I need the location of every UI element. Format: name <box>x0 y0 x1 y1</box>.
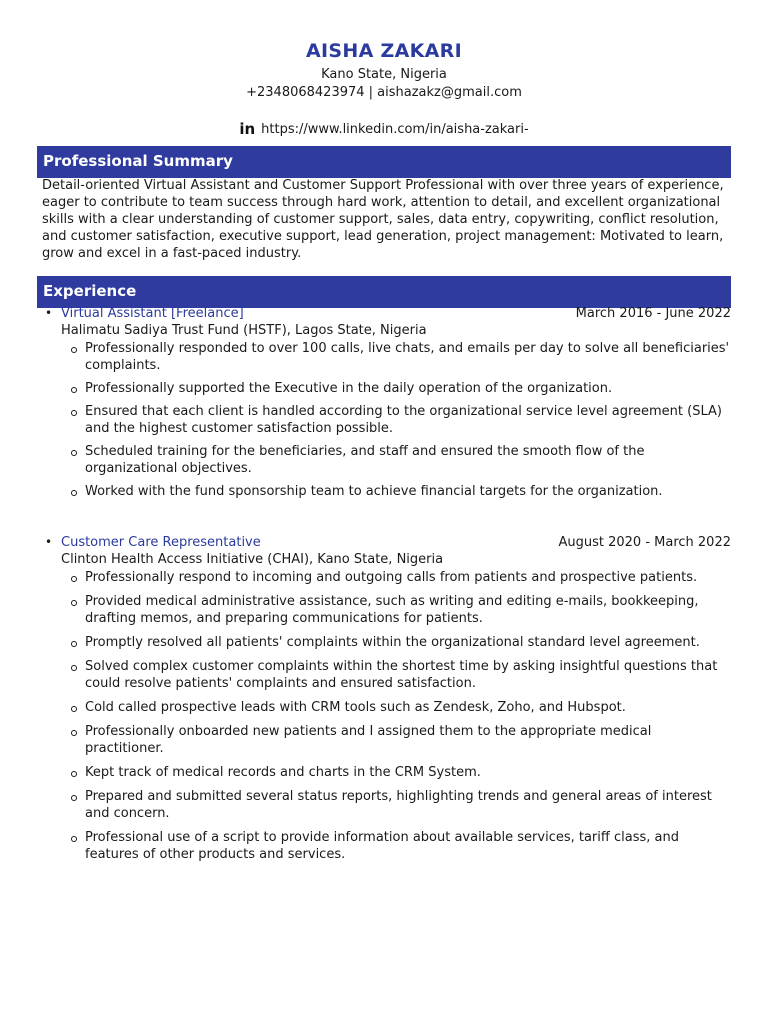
task-text: Prepared and submitted several status reports, highlighting trends and general areas of interest and concern. <box>85 789 712 821</box>
task-list <box>37 569 731 863</box>
job-title: Customer Care Representative <box>61 535 261 550</box>
task-text: Scheduled training for the beneficiaries, and staff and ensured the smooth flow of the organizational objectives. <box>85 444 645 476</box>
task-text: Ensured that each client is handled according to the organizational service level agreement (SLA) and the highest customer satisfaction possible. <box>85 404 722 436</box>
job-organization: Halimatu Sadiya Trust Fund (HSTF), Lagos State, Nigeria <box>61 323 427 338</box>
task-item <box>37 443 731 477</box>
candidate-name: AISHA ZAKARI <box>306 40 462 62</box>
task-item <box>37 658 731 692</box>
hollow-bullet-icon <box>71 490 77 496</box>
task-list <box>37 340 731 500</box>
task-item <box>37 569 731 586</box>
task-text: Professional use of a script to provide information about available services, tariff class, and features of other products and services. <box>85 830 679 862</box>
job-header <box>37 305 731 322</box>
task-text: Kept track of medical records and charts in the CRM System. <box>85 765 481 780</box>
hollow-bullet-icon <box>71 706 77 712</box>
task-item <box>37 723 731 757</box>
task-item <box>37 699 731 716</box>
task-item <box>37 483 731 500</box>
hollow-bullet-icon <box>71 450 77 456</box>
hollow-bullet-icon <box>71 836 77 842</box>
job-organization: Clinton Health Access Initiative (CHAI), Kano State, Nigeria <box>61 552 444 567</box>
bullet-icon: • <box>45 306 53 320</box>
summary-text: Detail-oriented Virtual Assistant and Customer Support Professional with over three years of experience, eager to contribute to team success through hard work, attention to detail, and excellent organizational skills with a clear understanding of customer support, sales, data entry, copywriting, conflict resolution, and customer satisfaction, executive support, lead generation, project management: Motivated to learn, grow and excel in a fast-paced industry. <box>42 178 724 261</box>
task-item <box>37 788 731 822</box>
task-item <box>37 340 731 374</box>
task-item <box>37 593 731 627</box>
task-text: Provided medical administrative assistance, such as writing and editing e-mails, bookkeeping, drafting memos, and preparing communications for patients. <box>85 594 699 626</box>
task-item <box>37 380 731 397</box>
linkedin-row <box>0 120 768 138</box>
hollow-bullet-icon <box>71 641 77 647</box>
task-text: Professionally onboarded new patients and I assigned them to the appropriate medical practitioner. <box>85 724 652 756</box>
task-text: Professionally responded to over 100 calls, live chats, and emails per day to solve all beneficiaries' complaints. <box>85 341 730 373</box>
task-text: Professionally supported the Executive in the daily operation of the organization. <box>85 381 613 396</box>
hollow-bullet-icon <box>71 795 77 801</box>
hollow-bullet-icon <box>71 410 77 416</box>
task-item <box>37 403 731 437</box>
task-text: Promptly resolved all patients' complaints within the organizational standard level agreement. <box>85 635 700 650</box>
section-heading-summary: Professional Summary <box>37 146 731 178</box>
task-item <box>37 829 731 863</box>
hollow-bullet-icon <box>71 730 77 736</box>
hollow-bullet-icon <box>71 576 77 582</box>
task-item <box>37 764 731 781</box>
bullet-icon: • <box>45 535 53 549</box>
hollow-bullet-icon <box>71 387 77 393</box>
job-dates: March 2016 - June 2022 <box>575 306 731 321</box>
job-entry <box>37 305 731 500</box>
contact-line: +2348068423974 | aishazakz@gmail.com <box>246 85 522 100</box>
section-heading-experience: Experience <box>37 276 731 308</box>
task-item <box>37 634 731 651</box>
job-title: Virtual Assistant [Freelance] <box>61 306 244 321</box>
job-dates: August 2020 - March 2022 <box>558 535 731 550</box>
location: Kano State, Nigeria <box>321 67 447 82</box>
linkedin-link[interactable]: https://www.linkedin.com/in/aisha-zakari- <box>261 122 529 137</box>
task-text: Solved complex customer complaints within the shortest time by asking insightful questions that could resolve patients' complaints and ensured satisfaction. <box>85 659 718 691</box>
job-header <box>37 534 731 551</box>
task-text: Professionally respond to incoming and outgoing calls from patients and prospective patients. <box>85 570 698 585</box>
task-text: Cold called prospective leads with CRM tools such as Zendesk, Zoho, and Hubspot. <box>85 700 626 715</box>
hollow-bullet-icon <box>71 347 77 353</box>
hollow-bullet-icon <box>71 600 77 606</box>
task-text: Worked with the fund sponsorship team to achieve financial targets for the organization. <box>85 484 663 499</box>
job-entry <box>37 534 731 863</box>
hollow-bullet-icon <box>71 771 77 777</box>
linkedin-icon: in <box>239 120 256 138</box>
hollow-bullet-icon <box>71 665 77 671</box>
